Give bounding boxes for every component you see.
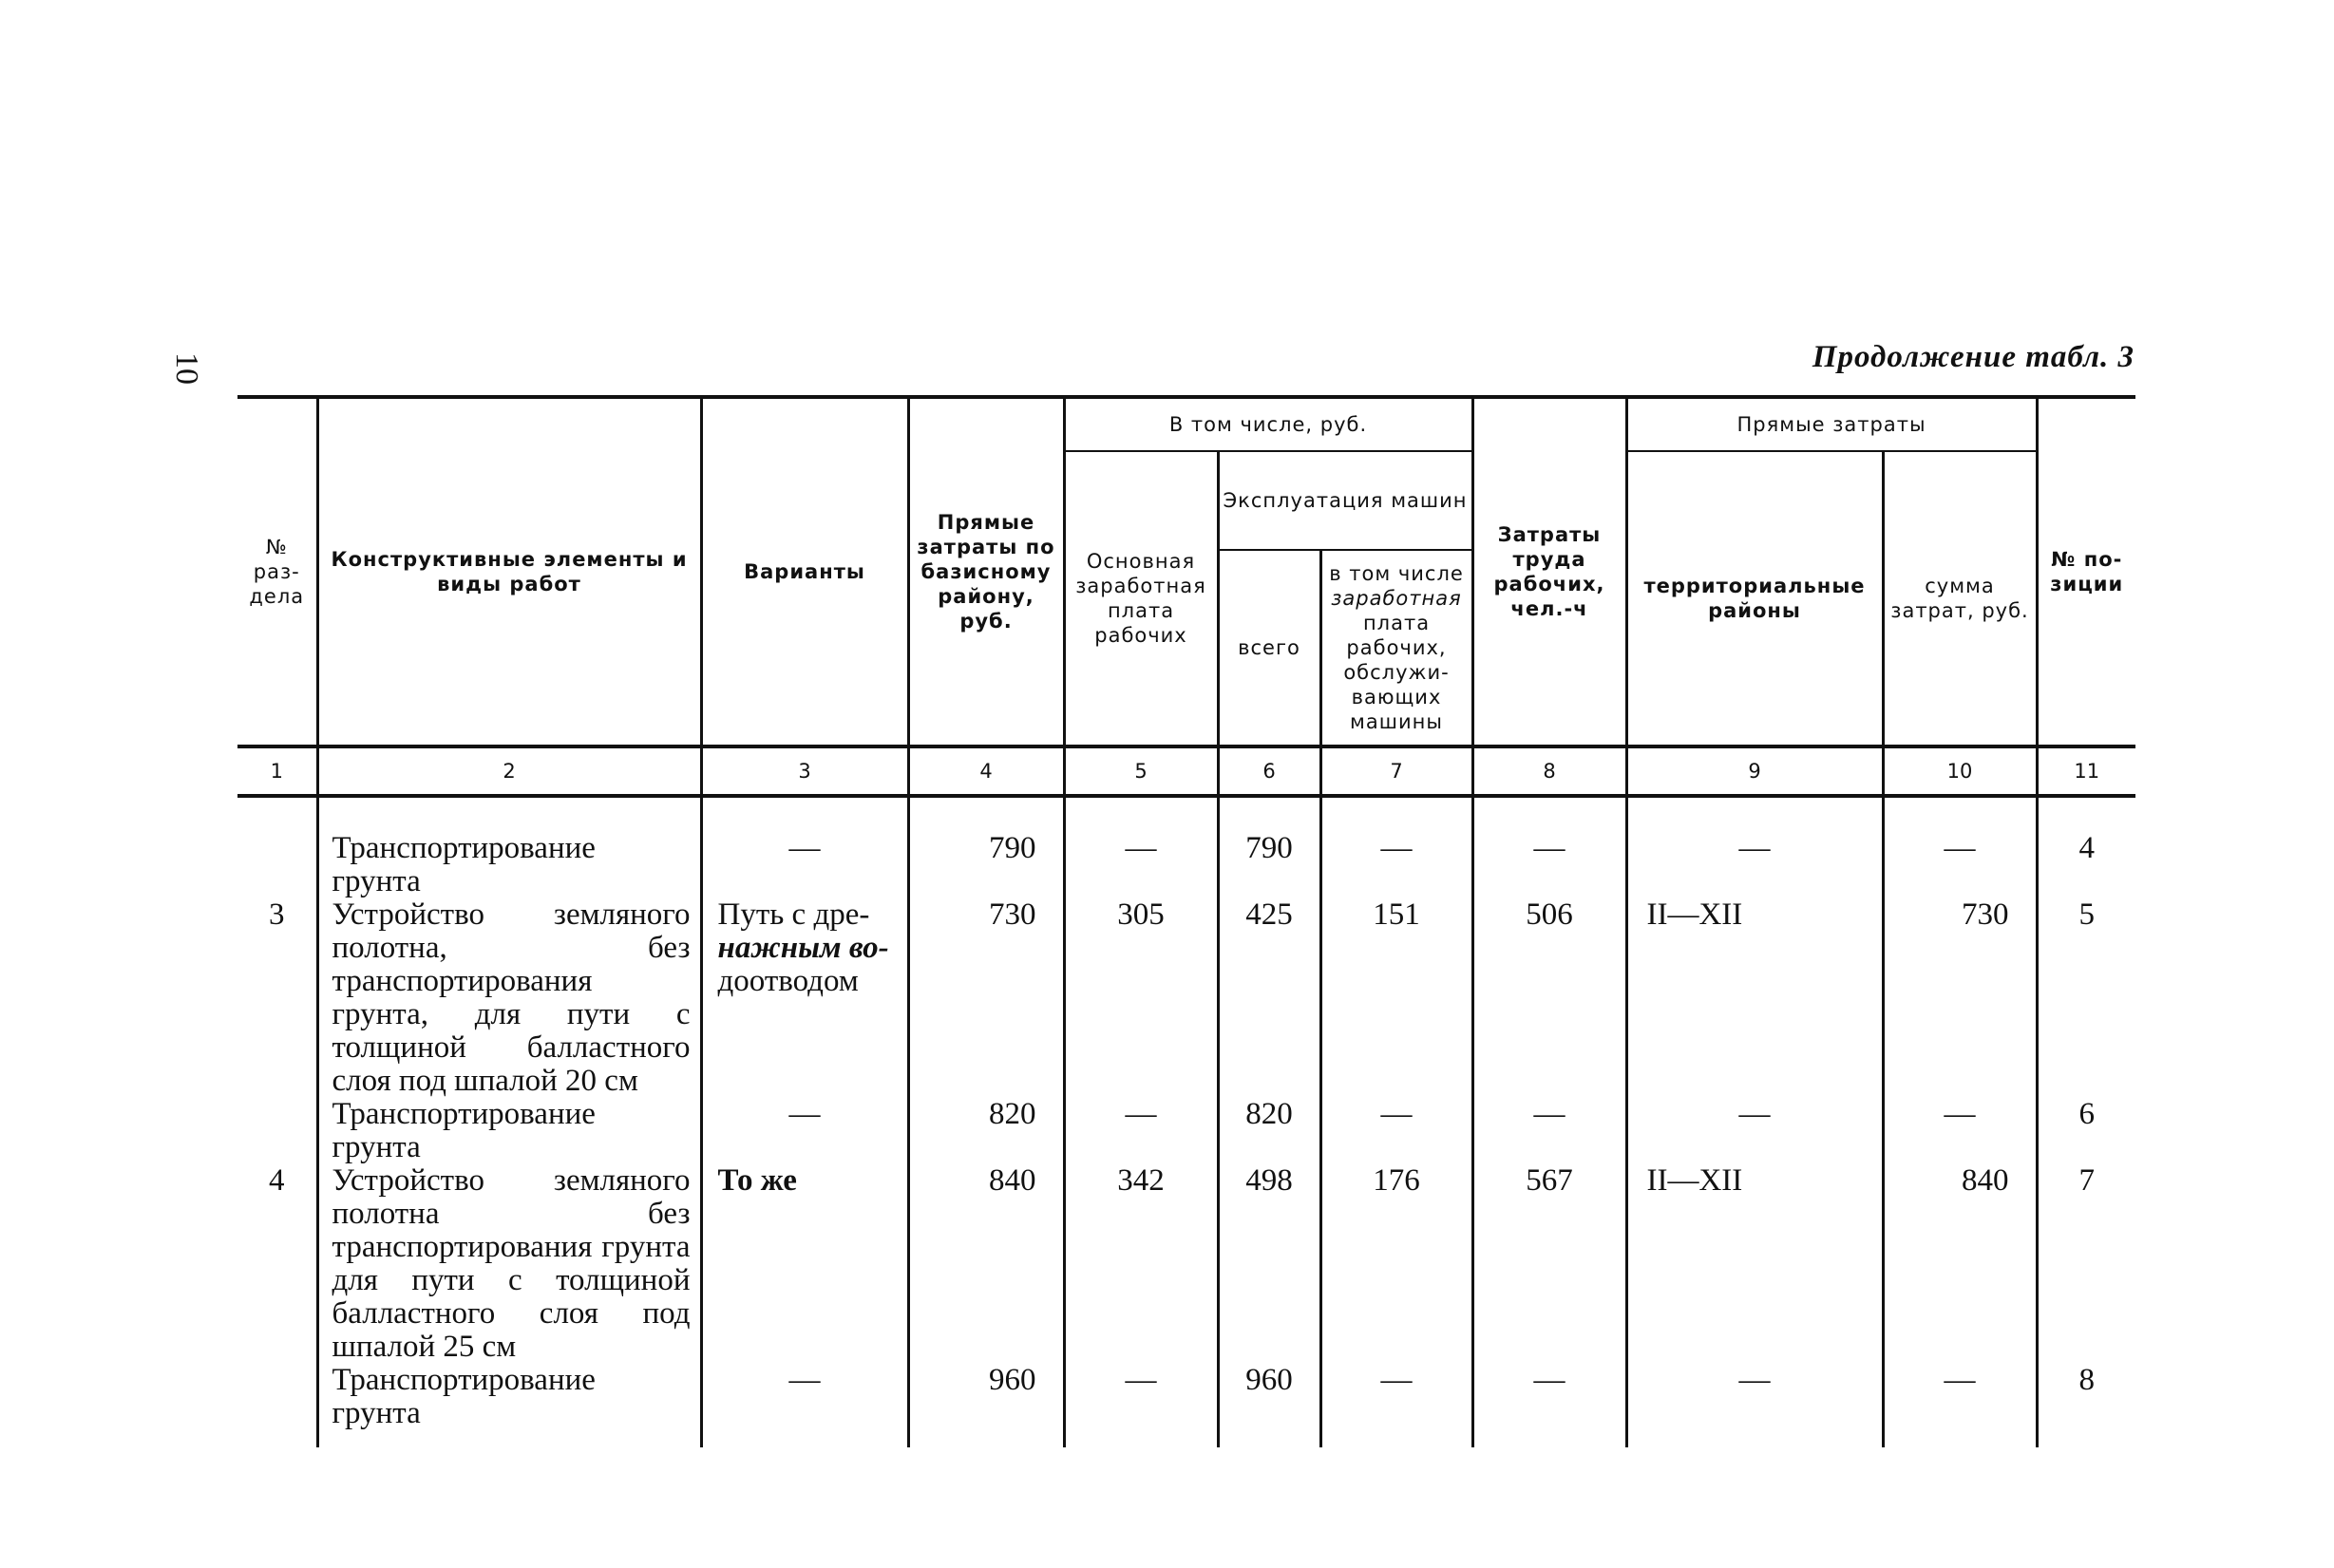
cell-regions: II—XII <box>1626 1164 1883 1364</box>
table-row <box>237 832 2135 898</box>
cell-regions: II—XII <box>1626 898 1883 1098</box>
cell-machines-wages: — <box>1320 1098 1472 1164</box>
cell-machines-total: 960 <box>1218 1364 1320 1430</box>
col-number: 7 <box>1320 746 1472 796</box>
col-number: 10 <box>1883 746 2037 796</box>
cell-sum: — <box>1883 1098 2037 1164</box>
cell-variant: — <box>701 1098 908 1164</box>
header-sum: сумма затрат, руб. <box>1883 451 2037 746</box>
col-number: 11 <box>2037 746 2135 796</box>
header-group-machines: Эксплуатация машин <box>1218 451 1472 550</box>
table-row <box>237 1364 2135 1430</box>
cell-element: Транспортирование грунта <box>317 1098 701 1164</box>
header-machines-wages: в том числе заработная плата рабочих, обслужи- вающих машины <box>1320 550 1472 746</box>
cell-variant: Путь с дре- нажным во- доотводом <box>701 898 908 1098</box>
header-section: № раз- дела <box>237 397 317 746</box>
table-row <box>237 898 2135 1098</box>
cell-wages: 305 <box>1064 898 1218 1098</box>
cell-variant: То же <box>701 1164 908 1364</box>
header-position: № по- зиции <box>2037 397 2135 746</box>
cell-direct: 730 <box>908 898 1064 1098</box>
cell-section <box>237 1364 317 1430</box>
cost-table <box>237 395 2135 1447</box>
cell-sum: — <box>1883 832 2037 898</box>
cell-labor: 567 <box>1472 1164 1626 1364</box>
table-row <box>237 1164 2135 1364</box>
col-number: 5 <box>1064 746 1218 796</box>
col-number: 6 <box>1218 746 1320 796</box>
cell-wages: 342 <box>1064 1164 1218 1364</box>
cell-machines-wages: 176 <box>1320 1164 1472 1364</box>
header-regions: территориальные районы <box>1626 451 1883 746</box>
cell-position: 6 <box>2037 1098 2135 1164</box>
cell-sum: 730 <box>1883 898 2037 1098</box>
header-variants: Варианты <box>701 397 908 746</box>
cell-direct: 820 <box>908 1098 1064 1164</box>
header-group-direct: Прямые затраты <box>1626 397 2037 451</box>
header-wages: Основная заработная плата рабочих <box>1064 451 1218 746</box>
col-number: 4 <box>908 746 1064 796</box>
cell-sum: — <box>1883 1364 2037 1430</box>
cell-wages: — <box>1064 1098 1218 1164</box>
cell-regions: — <box>1626 1098 1883 1164</box>
cell-regions: — <box>1626 1364 1883 1430</box>
cell-direct: 960 <box>908 1364 1064 1430</box>
cell-machines-wages: — <box>1320 832 1472 898</box>
header-machines-total: всего <box>1218 550 1320 746</box>
cell-section <box>237 832 317 898</box>
col-number: 2 <box>317 746 701 796</box>
header-direct-costs-base: Прямые затраты по базисному району, руб. <box>908 397 1064 746</box>
cell-labor: — <box>1472 1098 1626 1164</box>
col-number: 9 <box>1626 746 1883 796</box>
cell-section: 4 <box>269 1163 285 1198</box>
cell-position: 5 <box>2037 898 2135 1098</box>
cell-labor: — <box>1472 832 1626 898</box>
cell-labor: 506 <box>1472 898 1626 1098</box>
cell-regions: — <box>1626 832 1883 898</box>
cell-element: Транспортирование грунта <box>317 1364 701 1430</box>
page-number: 10 <box>169 352 204 385</box>
header-elements: Конструктивные элементы и виды работ <box>317 397 701 746</box>
cell-variant: — <box>701 832 908 898</box>
cell-machines-wages: 151 <box>1320 898 1472 1098</box>
cell-variant: — <box>701 1364 908 1430</box>
header-group-incl: В том числе, руб. <box>1064 397 1472 451</box>
cell-section <box>237 1098 317 1164</box>
cell-machines-wages: — <box>1320 1364 1472 1430</box>
cell-direct: 840 <box>908 1164 1064 1364</box>
cell-wages: — <box>1064 1364 1218 1430</box>
cell-wages: — <box>1064 832 1218 898</box>
table-row <box>237 1098 2135 1164</box>
cell-position: 8 <box>2037 1364 2135 1430</box>
cell-section: 3 <box>269 897 285 932</box>
cell-machines-total: 820 <box>1218 1098 1320 1164</box>
cell-direct: 790 <box>908 832 1064 898</box>
cell-machines-total: 498 <box>1218 1164 1320 1364</box>
cell-element: Транспортирование грунта <box>317 832 701 898</box>
header-labor: Затраты труда рабочих, чел.-ч <box>1472 397 1626 746</box>
cell-machines-total: 425 <box>1218 898 1320 1098</box>
table-caption: Продолжение табл. 3 <box>1812 340 2135 374</box>
col-number: 1 <box>237 746 317 796</box>
cell-element: Устройство земляного полотна без транспортирования грунта для пути с толщиной балластного слоя под шпалой 25 см <box>317 1164 701 1364</box>
cell-position: 4 <box>2037 832 2135 898</box>
col-number: 8 <box>1472 746 1626 796</box>
cell-machines-total: 790 <box>1218 832 1320 898</box>
cell-position: 7 <box>2037 1164 2135 1364</box>
col-number: 3 <box>701 746 908 796</box>
cell-labor: — <box>1472 1364 1626 1430</box>
cell-sum: 840 <box>1883 1164 2037 1364</box>
cell-element: Устройство земляного полотна, без транспортирования грунта, для пути с толщиной балластного слоя под шпалой 20 см <box>317 898 701 1098</box>
